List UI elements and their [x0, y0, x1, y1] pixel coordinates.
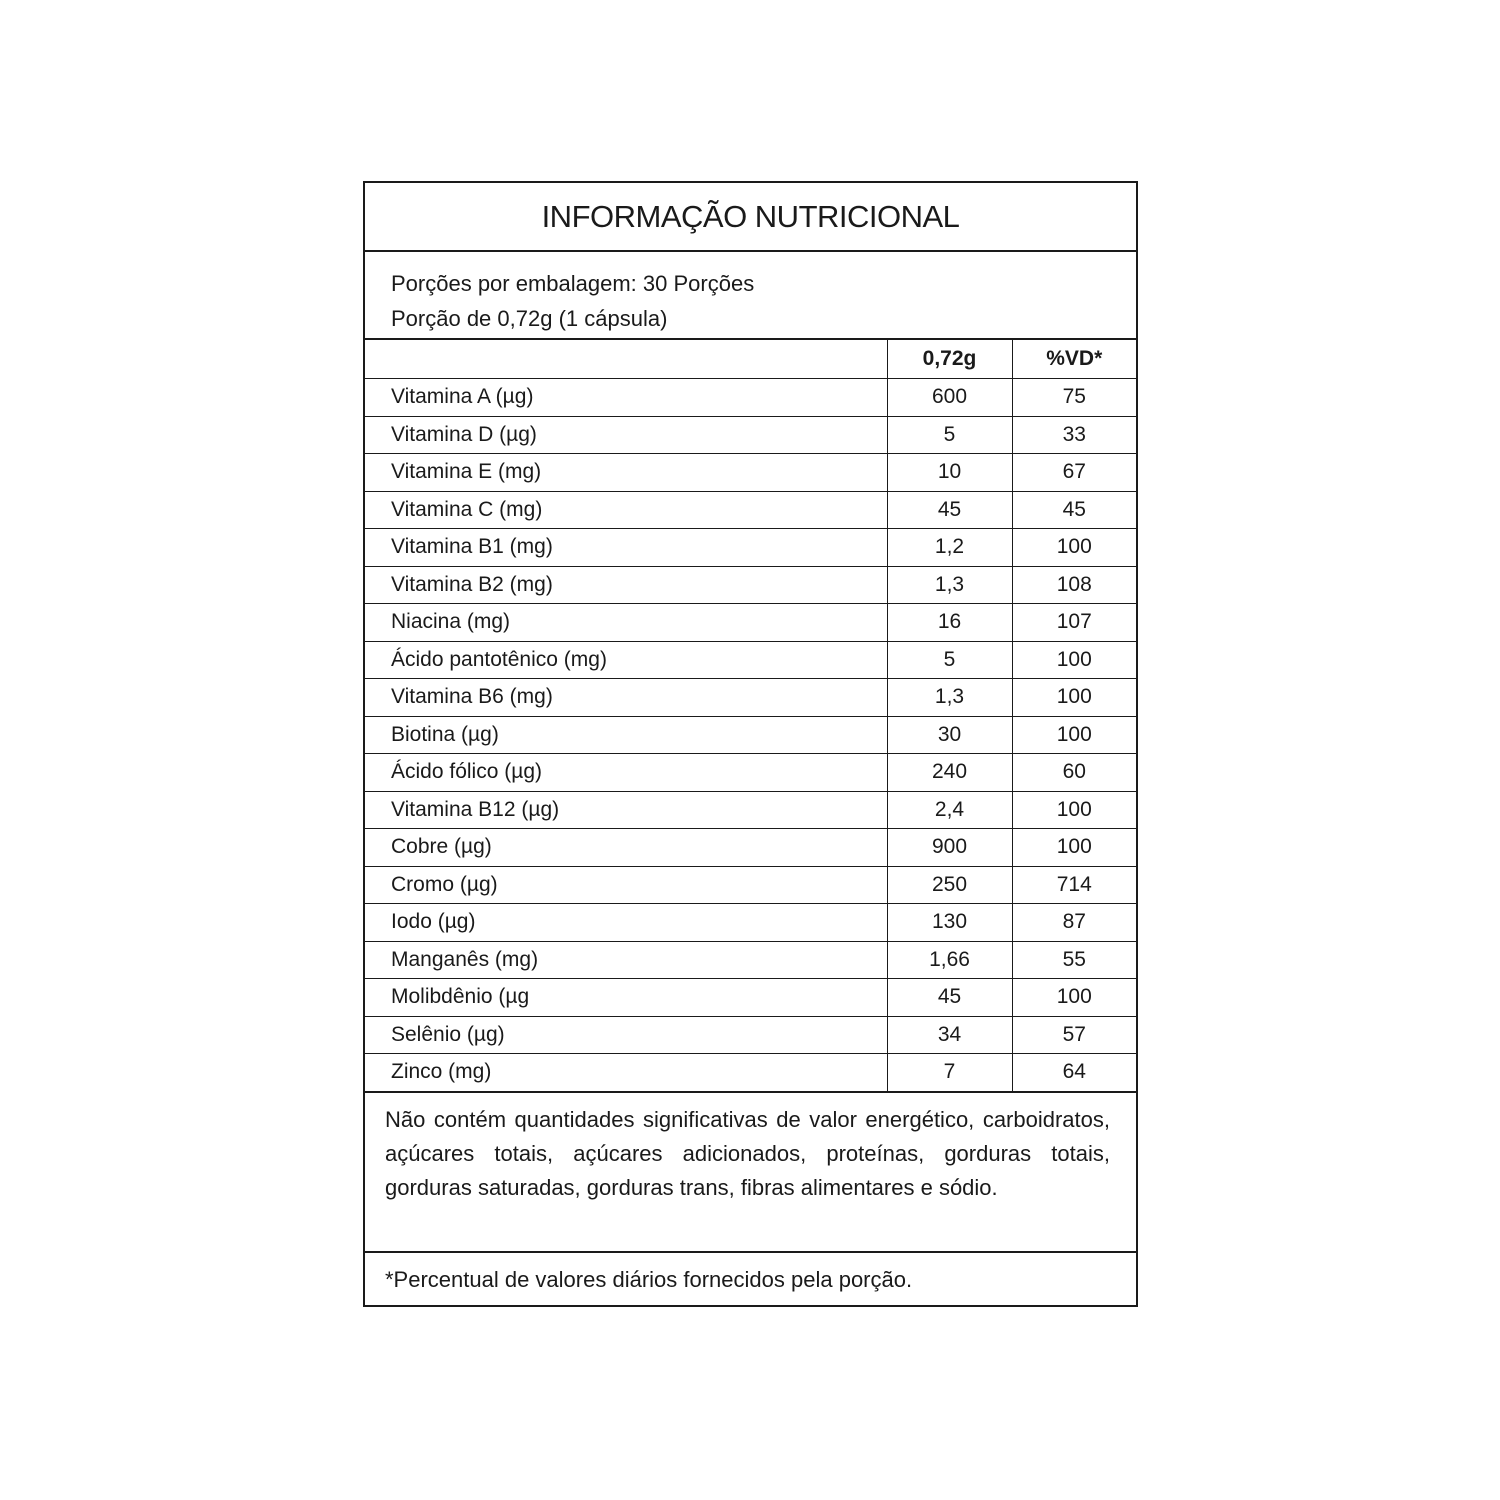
table-row [365, 566, 1136, 604]
nutrient-name: Molibdênio (µg [365, 979, 887, 1017]
header-daily-value: %VD* [1012, 340, 1136, 379]
table-row [365, 641, 1136, 679]
table-row [365, 416, 1136, 454]
table-row [365, 979, 1136, 1017]
table-row [365, 1016, 1136, 1054]
nutrient-name: Biotina (µg) [365, 716, 887, 754]
nutrient-name: Vitamina D (µg) [365, 416, 887, 454]
table-row [365, 454, 1136, 492]
header-nutrient [365, 340, 887, 379]
daily-value-footnote: *Percentual de valores diários fornecidos pela porção. [365, 1251, 1136, 1305]
table-row [365, 679, 1136, 717]
nutrient-amount: 45 [887, 979, 1012, 1017]
nutrient-amount: 1,3 [887, 679, 1012, 717]
not-significant-note: Não contém quantidades significativas de valor energético, carboidratos, açúcares totais, açúcares adicionados, proteínas, gorduras totais, gorduras saturadas, gorduras trans, fibras alimentares e sódio. [365, 1091, 1136, 1251]
nutrient-name: Vitamina E (mg) [365, 454, 887, 492]
table-row [365, 529, 1136, 567]
serving-info [365, 252, 1136, 340]
table-row [365, 1054, 1136, 1091]
nutrient-dv: 87 [1012, 904, 1136, 942]
nutrient-dv: 64 [1012, 1054, 1136, 1091]
nutrient-dv: 33 [1012, 416, 1136, 454]
nutrient-dv: 75 [1012, 379, 1136, 417]
nutrient-dv: 100 [1012, 529, 1136, 567]
nutrient-dv: 107 [1012, 604, 1136, 642]
nutrient-name: Manganês (mg) [365, 941, 887, 979]
nutrient-amount: 900 [887, 829, 1012, 867]
servings-per-package: Porções por embalagem: 30 Porções [391, 271, 755, 296]
nutrient-amount: 1,66 [887, 941, 1012, 979]
table-row [365, 491, 1136, 529]
nutrient-amount: 5 [887, 416, 1012, 454]
nutrient-name: Selênio (µg) [365, 1016, 887, 1054]
nutrient-dv: 100 [1012, 829, 1136, 867]
portion-size: Porção de 0,72g (1 cápsula) [391, 306, 668, 331]
nutrient-table [365, 340, 1136, 1091]
nutrient-name: Vitamina B2 (mg) [365, 566, 887, 604]
nutrient-name: Vitamina B6 (mg) [365, 679, 887, 717]
header-amount: 0,72g [887, 340, 1012, 379]
table-row [365, 716, 1136, 754]
nutrient-name: Cobre (µg) [365, 829, 887, 867]
nutrient-amount: 7 [887, 1054, 1012, 1091]
nutrient-dv: 100 [1012, 979, 1136, 1017]
table-row [365, 829, 1136, 867]
nutrient-name: Cromo (µg) [365, 866, 887, 904]
nutrient-name: Vitamina B1 (mg) [365, 529, 887, 567]
panel-title: INFORMAÇÃO NUTRICIONAL [365, 183, 1136, 252]
table-row [365, 904, 1136, 942]
nutrient-dv: 67 [1012, 454, 1136, 492]
nutrient-amount: 34 [887, 1016, 1012, 1054]
nutrient-amount: 30 [887, 716, 1012, 754]
nutrient-name: Vitamina B12 (µg) [365, 791, 887, 829]
nutrient-dv: 57 [1012, 1016, 1136, 1054]
nutrient-amount: 250 [887, 866, 1012, 904]
nutrient-dv: 100 [1012, 679, 1136, 717]
nutrient-name: Ácido fólico (µg) [365, 754, 887, 792]
nutrient-amount: 130 [887, 904, 1012, 942]
nutrient-amount: 5 [887, 641, 1012, 679]
table-row [365, 791, 1136, 829]
nutrient-dv: 45 [1012, 491, 1136, 529]
nutrient-amount: 45 [887, 491, 1012, 529]
table-row [365, 754, 1136, 792]
nutrient-dv: 100 [1012, 716, 1136, 754]
nutrient-dv: 100 [1012, 641, 1136, 679]
nutrient-amount: 240 [887, 754, 1012, 792]
nutrient-name: Ácido pantotênico (mg) [365, 641, 887, 679]
nutrient-dv: 100 [1012, 791, 1136, 829]
nutrition-facts-panel [363, 181, 1138, 1307]
nutrient-amount: 2,4 [887, 791, 1012, 829]
nutrient-name: Iodo (µg) [365, 904, 887, 942]
nutrient-name: Zinco (mg) [391, 1060, 492, 1084]
nutrient-dv: 55 [1012, 941, 1136, 979]
nutrient-name: Vitamina C (mg) [365, 491, 887, 529]
nutrient-dv: 60 [1012, 754, 1136, 792]
nutrient-name: Vitamina A (µg) [365, 379, 887, 417]
table-row [365, 941, 1136, 979]
table-row [365, 604, 1136, 642]
nutrient-amount: 10 [887, 454, 1012, 492]
nutrient-amount: 1,3 [887, 566, 1012, 604]
nutrient-amount: 16 [887, 604, 1012, 642]
table-header-row [365, 340, 1136, 379]
nutrient-dv: 714 [1012, 866, 1136, 904]
nutrient-dv: 108 [1012, 566, 1136, 604]
table-row [365, 379, 1136, 417]
nutrient-amount: 600 [887, 379, 1012, 417]
nutrient-amount: 1,2 [887, 529, 1012, 567]
nutrient-name: Niacina (mg) [365, 604, 887, 642]
table-row [365, 866, 1136, 904]
